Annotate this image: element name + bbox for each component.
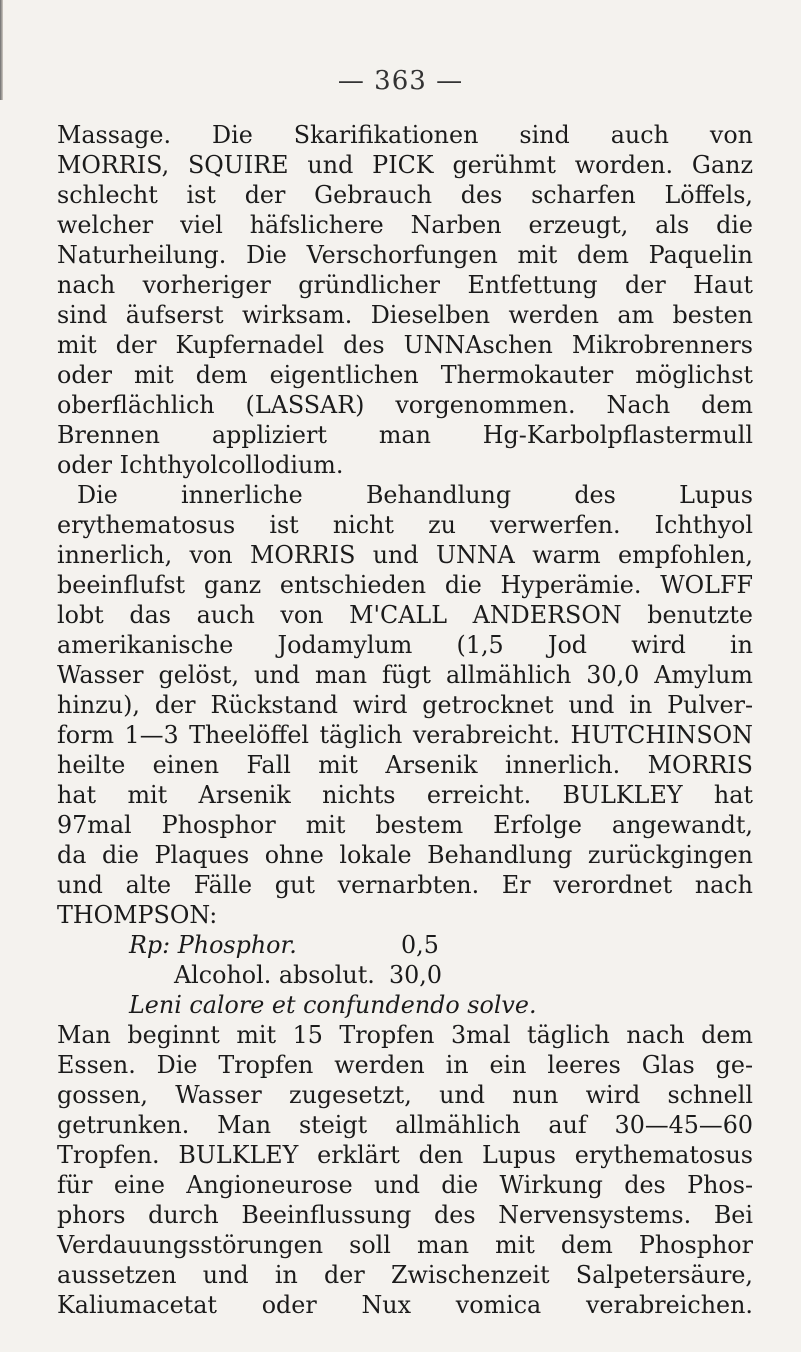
text-line: getrunken. Man steigt allmählich auf 30—45—60 (57, 1111, 753, 1139)
text-line: THOMPSON: (57, 901, 218, 929)
text-line: lobt das auch von M'CALL ANDERSON benutzte (57, 601, 753, 629)
text-line: oder Ichthyolcollodium. (57, 451, 344, 479)
text-line: hat mit Arsenik nichts erreicht. BULKLEY hat (57, 781, 753, 809)
text-line: MORRIS, SQUIRE und PICK gerühmt worden. Ganz (57, 151, 753, 179)
text-line: form 1—3 Theelöffel täglich verabreicht. HUTCHINSON (57, 721, 753, 749)
text-line: innerlich, von MORRIS und UNNA warm empfohlen, (57, 541, 753, 569)
text-line: Verdauungsstörungen soll man mit dem Phosphor (57, 1231, 753, 1259)
text-line: beeinflufst ganz entschieden die Hyperämie. WOLFF (57, 571, 753, 599)
text-line: heilte einen Fall mit Arsenik innerlich. MORRIS (57, 751, 753, 779)
text-line: Massage. Die Skarifikationen sind auch von (57, 121, 753, 149)
text-line: sind äufserst wirksam. Dieselben werden am besten (57, 301, 753, 329)
prescription-instruction: Leni calore et confundendo solve. (129, 991, 537, 1019)
text-line: welcher viel häfslichere Narben erzeugt, als die (57, 211, 753, 239)
text-line: hinzu), der Rückstand wird getrocknet und in Pulver- (57, 691, 753, 719)
text-line: Brennen appliziert man Hg-Karbolpflastermull (57, 421, 753, 449)
text-line: erythematosus ist nicht zu verwerfen. Ichthyol (57, 511, 753, 539)
text-line: Die innerliche Behandlung des Lupus (77, 481, 753, 509)
prescription-amount: 30,0 (389, 961, 442, 989)
text-line: da die Plaques ohne lokale Behandlung zurückgingen (57, 841, 753, 869)
text-line: Tropfen. BULKLEY erklärt den Lupus erythematosus (57, 1141, 753, 1169)
text-line: amerikanische Jodamylum (1,5 Jod wird in (57, 631, 753, 659)
text-line: gossen, Wasser zugesetzt, und nun wird schnell (57, 1081, 753, 1109)
text-line: Naturheilung. Die Verschorfungen mit dem Paquelin (57, 241, 753, 269)
text-line: 97mal Phosphor mit bestem Erfolge angewandt, (57, 811, 753, 839)
text-line: oberflächlich (LASSAR) vorgenommen. Nach dem (57, 391, 753, 419)
text-line: für eine Angioneurose und die Wirkung des Phos- (57, 1171, 753, 1199)
text-line: aussetzen und in der Zwischenzeit Salpetersäure, (57, 1261, 753, 1289)
prescription-amount: 0,5 (401, 931, 439, 959)
text-line: mit der Kupfernadel des UNNAschen Mikrobrenners (57, 331, 753, 359)
text-line: Kaliumacetat oder Nux vomica verabreichen. (57, 1291, 753, 1319)
text-line: oder mit dem eigentlichen Thermokauter möglichst (57, 361, 753, 389)
text-line: phors durch Beeinflussung des Nervensystems. Bei (57, 1201, 753, 1229)
text-line: Essen. Die Tropfen werden in ein leeres Glas ge- (57, 1051, 753, 1079)
prescription-line: Alcohol. absolut. (174, 961, 375, 989)
text-line: schlecht ist der Gebrauch des scharfen Löffels, (57, 181, 753, 209)
prescription-line: Rp: Phosphor. (129, 931, 297, 959)
page-number: — 363 — (337, 66, 464, 96)
text-line: und alte Fälle gut vernarbten. Er verordnet nach (57, 871, 753, 899)
text-line: Wasser gelöst, und man fügt allmählich 30,0 Amylum (57, 661, 753, 689)
text-line: nach vorheriger gründlicher Entfettung der Haut (57, 271, 753, 299)
text-line: Man beginnt mit 15 Tropfen 3mal täglich nach dem (57, 1021, 753, 1049)
